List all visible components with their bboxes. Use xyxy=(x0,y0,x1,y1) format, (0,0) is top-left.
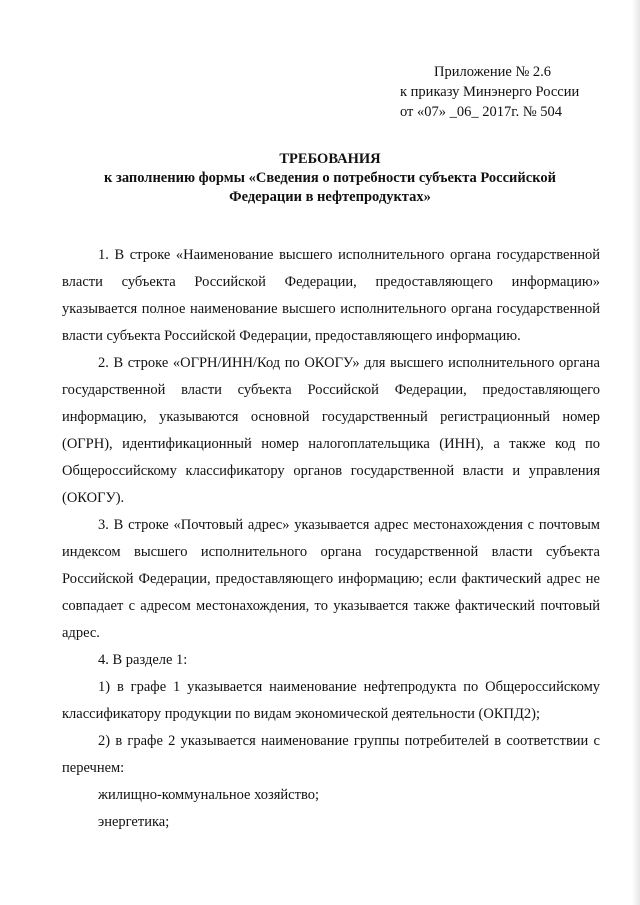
annex-order-date: от «07» _06_ 2017г. № 504 xyxy=(400,104,563,120)
paragraph-3: 3. В строке «Почтовый адрес» указывается адрес местонахождения с почтовым индексом высшего исполнительного органа государственной власти субъекта Российской Федерации, предоставляющего информацию; если фактический адрес не совпадает с адресом местонахождения, то указывается также фактический почтовый адрес. xyxy=(62,517,600,641)
page-edge xyxy=(632,0,640,905)
title-line-3: Федерации в нефтепродуктах» xyxy=(229,189,431,205)
paragraph-4-item-1: 1) в графе 1 указывается наименование нефтепродукта по Общероссийскому классификатору продукции по видам экономической деятельности (ОКПД2); xyxy=(62,679,600,722)
paragraph-1: 1. В строке «Наименование высшего исполнительного органа государственной власти субъекта Российской Федерации, предоставляющего информацию» указывается полное наименование высшего исполнительного органа государственной власти субъекта Российской Федерации, предоставляющего информацию. xyxy=(62,247,600,344)
annex-order-ref: к приказу Минэнерго России xyxy=(400,84,580,100)
title-heading: ТРЕБОВАНИЯ xyxy=(279,151,381,167)
paragraph-4-item-2: 2) в графе 2 указывается наименование группы потребителей в соответствии с перечнем: xyxy=(62,733,600,776)
paragraph-2: 2. В строке «ОГРН/ИНН/Код по ОКОГУ» для высшего исполнительного органа государственной власти субъекта Российской Федерации, предоставляющего информацию, указываются основной государственный регистрационный номер (ОГРН), идентификационный номер налогоплательщика (ИНН), а также код по Общероссийскому классификатору органов государственной власти и управления (ОКОГУ). xyxy=(62,355,600,506)
consumer-group-energy: энергетика; xyxy=(98,814,170,830)
document-title xyxy=(60,150,600,207)
document-body xyxy=(62,242,600,836)
title-line-2: к заполнению формы «Сведения о потребности субъекта Российской xyxy=(104,170,556,186)
paragraph-4: 4. В разделе 1: xyxy=(98,652,188,668)
annex-number: Приложение № 2.6 xyxy=(434,64,552,80)
consumer-group-housing: жилищно-коммунальное хозяйство; xyxy=(98,787,319,803)
annex-block xyxy=(400,62,600,122)
